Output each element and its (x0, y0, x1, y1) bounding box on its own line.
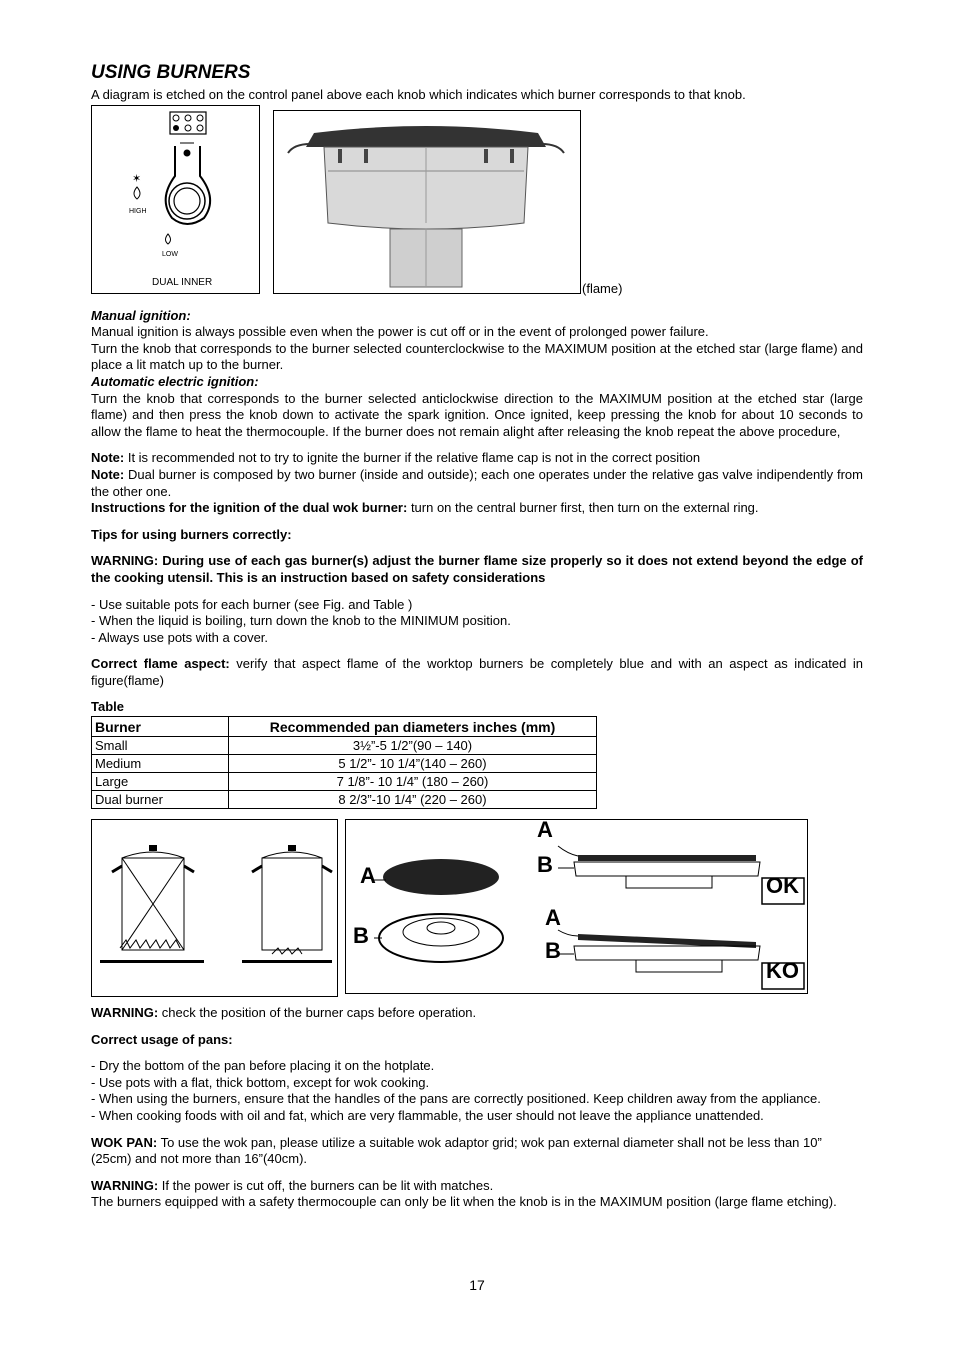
pan-item: - Dry the bottom of the pan before placing it on the hotplate. (91, 1058, 435, 1074)
table-cell: Medium (92, 755, 229, 773)
table-header-cell: Burner (92, 717, 229, 737)
label-low: LOW (162, 250, 178, 258)
auto-ignition-p1: Turn the knob that corresponds to the burner selected anticlockwise direction to the MAXIMUM position at the etched star (large flame) and then press the knob down to activate the spark ignition. Once ignited, keep pressing the knob for about 10 seconds to allow the flame to heat the thermocouple. If the burner does not remain alight after releasing the knob repeat the above procedure, (91, 390, 863, 439)
pot-size-svg (92, 820, 337, 996)
pot-size-diagram (91, 819, 338, 997)
table-row (92, 755, 597, 773)
dual-wok-instructions: Instructions for the ignition of the dual wok burner: turn on the central burner first, then turn on the external ring. (91, 500, 759, 516)
page-title: USING BURNERS (91, 62, 251, 83)
knob-diagram (91, 105, 260, 294)
figure-row-1 (91, 104, 863, 294)
warning-caps: WARNING: check the position of the burner caps before operation. (91, 1005, 477, 1021)
burner-cap-diagram (345, 819, 808, 994)
label-dual-inner: DUAL INNER (152, 276, 213, 288)
table-cell: Small (92, 737, 229, 755)
label-ok: OK (766, 873, 799, 899)
table-cell: 5 1/2”- 10 1/4”(140 – 260) (229, 755, 597, 773)
table-caption: Table (91, 699, 124, 715)
label-high: HIGH (129, 207, 147, 215)
table-header-row (92, 717, 597, 737)
label-a: A (360, 863, 376, 889)
warning-power: WARNING: If the power is cut off, the burners can be lit with matches. (91, 1177, 494, 1193)
page-content (91, 62, 863, 1211)
svg-text:✶: ✶ (132, 171, 142, 185)
tip-item: - Use suitable pots for each burner (see Fig. and Table ) (91, 596, 413, 612)
pan-item: - Use pots with a flat, thick bottom, except for wok cooking. (91, 1074, 430, 1090)
flame-aspect: Correct flame aspect: verify that aspect flame of the worktop burners be completely blue and with an aspect as indicated in figure(flame) (91, 656, 863, 688)
pan-item: - When using the burners, ensure that the handles of the pans are correctly positioned. Keep children away from the appliance. (91, 1091, 821, 1107)
note-2: Note: Dual burner is composed by two burner (inside and outside); each one operates under the relative gas valve indipendently from the other one. (91, 466, 863, 499)
manual-ignition-p2: Turn the knob that corresponds to the burner selected counterclockwise to the MAXIMUM position at the etched star (large flame) and place a lit match up to the burner. (91, 340, 863, 373)
tip-item: - Always use pots with a cover. (91, 629, 269, 645)
table-cell: 7 1/8”- 10 1/4” (180 – 260) (229, 773, 597, 791)
label-a: A (537, 817, 553, 843)
tip-item: - When the liquid is boiling, turn down the knob to the MINIMUM position. (91, 613, 511, 629)
label-b: B (537, 852, 553, 878)
pans-heading: Correct usage of pans: (91, 1031, 233, 1047)
pan-diameter-table (91, 716, 597, 809)
label-a: A (545, 905, 561, 931)
burner-flame-diagram (273, 110, 581, 294)
label-b: B (545, 938, 561, 964)
final-text: The burners equipped with a safety thermocouple can only be lit when the knob is in the MAXIMUM position (large flame etching). (91, 1194, 837, 1210)
tips-heading: Tips for using burners correctly: (91, 526, 292, 542)
manual-ignition-heading: Manual ignition: (91, 307, 191, 323)
note-1: Note: It is recommended not to try to ignite the burner if the relative flame cap is not in the correct position (91, 450, 701, 466)
figure-row-2 (91, 819, 863, 997)
table-cell: Dual burner (92, 791, 229, 809)
label-b: B (353, 923, 369, 949)
table-cell: Large (92, 773, 229, 791)
pan-item: - When cooking foods with oil and fat, which are very flammable, the user should not leave the appliance unattended. (91, 1108, 764, 1124)
knob-diagram-svg (92, 106, 259, 293)
wok-pan-text: WOK PAN: To use the wok pan, please utilize a suitable wok adaptor grid; wok pan external diameter shall not be less than 10” (25cm) and not more than 16”(40cm). (91, 1134, 822, 1167)
auto-ignition-heading: Automatic electric ignition: (91, 373, 259, 389)
flame-caption: (flame) (582, 281, 623, 296)
table-row (92, 737, 597, 755)
table-header-cell: Recommended pan diameters inches (mm) (229, 717, 597, 737)
table-row (92, 791, 597, 809)
table-cell: 8 2/3”-10 1/4” (220 – 260) (229, 791, 597, 809)
burner-cap-svg (346, 817, 807, 993)
warning-flame-size: WARNING: During use of each gas burner(s) adjust the burner flame size properly so it does not extend beyond the edge of the cooking utensil. This is an instruction based on safety considerations (91, 553, 863, 585)
label-ko: KO (766, 958, 799, 984)
table-cell: 3½”-5 1/2”(90 – 140) (229, 737, 597, 755)
burner-svg (274, 111, 580, 293)
manual-ignition-p1: Manual ignition is always possible even when the power is cut off or in the event of prolonged power failure. (91, 324, 709, 340)
intro-text: A diagram is etched on the control panel above each knob which indicates which burner corresponds to that knob. (91, 87, 746, 102)
table-row (92, 773, 597, 791)
page-number: 17 (469, 1277, 485, 1293)
